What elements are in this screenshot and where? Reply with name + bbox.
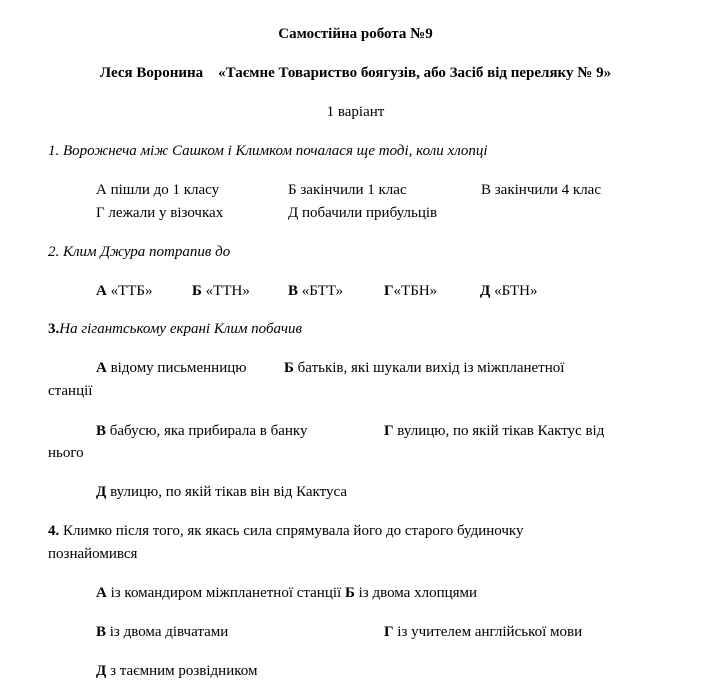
q2-option-a — [96, 282, 153, 300]
q2-option-d-letter: Г — [384, 283, 394, 299]
q3-option-d-text: вулицю, по якій тікав Кактус від — [393, 423, 605, 439]
q1-option-c: В закінчили 4 клас — [481, 182, 601, 198]
q3-option-a — [96, 359, 246, 377]
q3-option-c-letter: В — [96, 423, 107, 439]
q4-option-e — [96, 662, 257, 680]
q2-option-c-text: «БТТ» — [298, 283, 344, 299]
q2-option-b-text: «ТТН» — [201, 283, 250, 299]
q4-option-b-letter: Б — [344, 585, 355, 601]
document-subtitle — [0, 64, 711, 82]
q3-option-b-continued: станції — [48, 383, 93, 399]
q1-option-e: Д побачили прибульців — [288, 205, 438, 221]
q2-option-c — [288, 282, 343, 300]
q3-option-b — [284, 359, 564, 377]
question-4-continued: познайомився — [48, 546, 138, 562]
q4-option-c — [96, 623, 228, 641]
q2-option-b-letter: Б — [192, 283, 202, 299]
q2-option-e — [480, 282, 538, 300]
q3-option-d — [384, 422, 604, 440]
q4-option-d — [384, 623, 582, 641]
variant-label: 1 варіант — [326, 104, 385, 120]
q2-option-c-letter: В — [288, 283, 299, 299]
q3-option-d-continued: нього — [48, 445, 84, 461]
q4-option-a — [96, 584, 477, 602]
question-3 — [48, 320, 302, 338]
q4-option-e-text: з таємним розвідником — [106, 663, 258, 679]
q2-option-d-text: «ТБН» — [393, 283, 438, 299]
q3-option-a-letter: А — [96, 360, 107, 376]
q4-option-c-text: із двома дівчатами — [106, 624, 229, 640]
work-title: «Таємне Товариство боягузів, або Засіб від переляку № 9» — [218, 65, 612, 81]
question-3-number: 3. — [48, 321, 60, 337]
question-4-text: Климко після того, як якась сила спрямувала його до старого будиночку — [59, 523, 524, 539]
question-4 — [48, 522, 524, 540]
q2-option-e-text: «БТН» — [490, 283, 538, 299]
q2-option-a-text: «ТТБ» — [106, 283, 153, 299]
q1-option-a: А пішли до 1 класу — [96, 182, 220, 198]
question-2: 2. Клим Джура потрапив до — [48, 244, 231, 260]
q3-option-a-text: відому письменницю — [106, 360, 247, 376]
q4-option-a-letter: А — [96, 585, 107, 601]
q1-option-d: Г лежали у візочках — [96, 205, 224, 221]
q1-option-b: Б закінчили 1 клас — [288, 182, 407, 198]
q3-option-c — [96, 422, 307, 440]
q3-option-c-text: бабусю, яка прибирала в банку — [106, 423, 308, 439]
q3-option-e-text: вулицю, по якій тікав він від Кактуса — [106, 484, 347, 500]
q4-option-a-text: із командиром міжпланетної станції — [106, 585, 345, 601]
question-4-number: 4. — [48, 523, 60, 539]
q4-option-b-text: із двома хлопцями — [354, 585, 478, 601]
q4-option-e-letter: Д — [96, 663, 107, 679]
q4-option-d-text: із учителем англійської мови — [393, 624, 583, 640]
q3-option-b-letter: Б — [284, 360, 294, 376]
q2-option-d — [384, 282, 437, 300]
q3-option-d-letter: Г — [384, 423, 394, 439]
document-title: Самостійна робота №9 — [278, 26, 433, 42]
q2-option-e-letter: Д — [480, 283, 491, 299]
q3-option-b-text: батьків, які шукали вихід із міжпланетної — [293, 360, 565, 376]
q3-option-e-letter: Д — [96, 484, 107, 500]
q2-option-a-letter: А — [96, 283, 107, 299]
question-3-text: На гігантському екрані Клим побачив — [59, 321, 302, 337]
q2-option-b — [192, 282, 250, 300]
question-1: 1. Ворожнеча між Сашком і Климком почалася ще тоді, коли хлопці — [48, 143, 488, 159]
q4-option-d-letter: Г — [384, 624, 394, 640]
author-name: Леся Воронина — [99, 65, 204, 81]
q3-option-e — [96, 483, 347, 501]
q4-option-c-letter: В — [96, 624, 107, 640]
